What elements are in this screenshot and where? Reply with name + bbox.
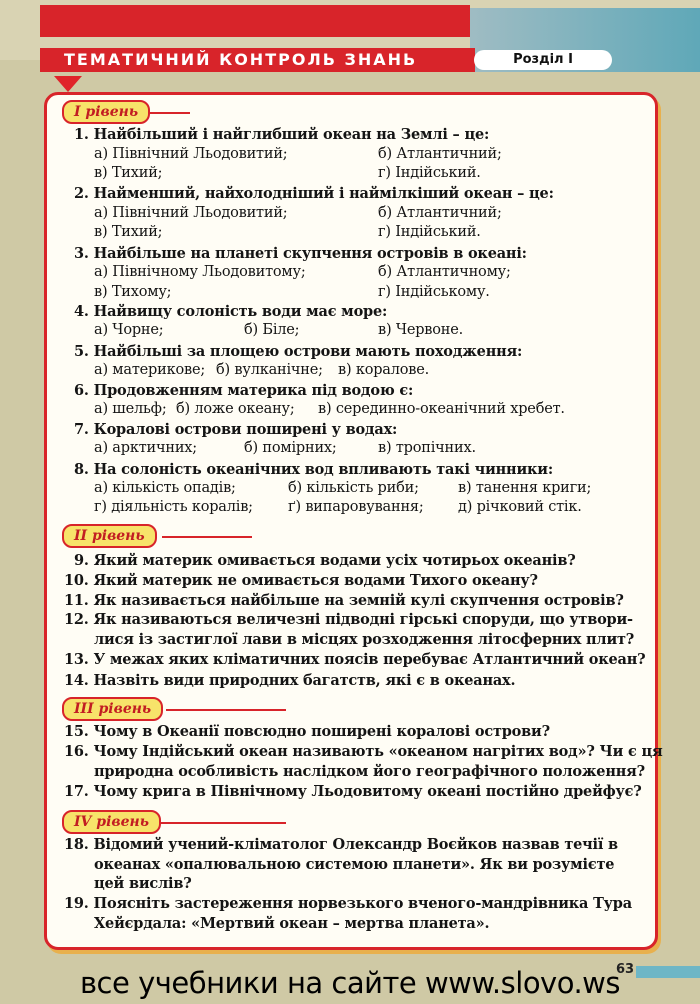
q7-option-b: б) помірних; xyxy=(244,440,337,456)
question-19-line-1: 19. Поясніть застереження норвезького вченого-мандрівника Тура xyxy=(64,895,632,912)
question-16-line-1: 16. Чому Індійський океан називають «океаном нагрітих вод»? Чи є ця xyxy=(64,743,663,760)
q4-option-b: б) Біле; xyxy=(244,322,300,338)
level-1-badge: I рівень xyxy=(62,100,150,124)
q5-option-c: в) коралове. xyxy=(338,362,430,378)
section-label: Розділ I xyxy=(474,50,612,70)
question-19-line-2: Хейєрдала: «Мертвий океан – мертва планета». xyxy=(94,915,490,932)
level-1-underline xyxy=(150,112,190,114)
q3-option-a: а) Північному Льодовитому; xyxy=(94,264,306,280)
question-18-line-1: 18. Відомий учений-кліматолог Олександр Воєйков назвав течії в xyxy=(64,836,618,853)
q8-option-d: г) діяльність коралів; xyxy=(94,499,253,515)
question-15: 15. Чому в Океанії повсюдно поширені коралові острови? xyxy=(64,723,550,740)
question-1: 1. Найбільший і найглибший океан на Землі – це: xyxy=(74,126,490,143)
q1-option-a: а) Північний Льодовитий; xyxy=(94,146,288,162)
question-2: 2. Найменший, найхолодніший і наймілкіший океан – це: xyxy=(74,185,554,202)
q8-option-c: в) танення криги; xyxy=(458,480,592,496)
level-3-badge: III рівень xyxy=(62,697,163,721)
q6-option-a: а) шельф; xyxy=(94,401,167,417)
question-17: 17. Чому крига в Північному Льодовитому океані постійно дрейфує? xyxy=(64,783,642,800)
header-decor-red xyxy=(40,5,470,37)
q8-option-f: д) річковий стік. xyxy=(458,499,582,515)
page-title: ТЕМАТИЧНИЙ КОНТРОЛЬ ЗНАНЬ xyxy=(40,48,475,72)
q8-option-e: ґ) випаровування; xyxy=(288,499,424,515)
level-4-badge: IV рівень xyxy=(62,810,161,834)
q7-option-c: в) тропічних. xyxy=(378,440,476,456)
q2-option-b: б) Атлантичний; xyxy=(378,205,502,221)
footer-banner: все учебники на сайте www.slovo.ws xyxy=(79,966,621,1000)
question-8: 8. На солоність океанічних вод впливають такі чинники: xyxy=(74,461,553,478)
q8-option-a: а) кількість опадів; xyxy=(94,480,236,496)
q5-option-b: б) вулканічне; xyxy=(216,362,323,378)
level-2-badge: II рівень xyxy=(62,524,157,548)
question-3: 3. Найбільше на планеті скупчення островів в океані: xyxy=(74,245,527,262)
question-12-line-2: лися із застиглої лави в місцях розходження літосферних плит? xyxy=(94,631,635,648)
q8-option-b: б) кількість риби; xyxy=(288,480,419,496)
level-2-underline xyxy=(162,536,252,538)
question-7: 7. Коралові острови поширені у водах: xyxy=(74,421,398,438)
question-5: 5. Найбільші за площею острови мають походження: xyxy=(74,343,523,360)
question-6: 6. Продовженням материка під водою є: xyxy=(74,382,414,399)
q3-option-b: б) Атлантичному; xyxy=(378,264,511,280)
question-4: 4. Найвищу солоність води має море: xyxy=(74,303,388,320)
q5-option-a: а) материкове; xyxy=(94,362,206,378)
q6-option-c: в) серединно-океанічний хребет. xyxy=(318,401,565,417)
question-14: 14. Назвіть види природних багатств, які є в океанах. xyxy=(64,672,516,689)
question-16-line-2: природна особливість наслідком його географічного положення? xyxy=(94,763,645,780)
q7-option-a: а) арктичних; xyxy=(94,440,197,456)
question-13: 13. У межах яких кліматичних поясів перебуває Атлантичний океан? xyxy=(64,651,646,668)
q1-option-c: в) Тихий; xyxy=(94,165,163,181)
q6-option-b: б) ложе океану; xyxy=(176,401,295,417)
q2-option-a: а) Північний Льодовитий; xyxy=(94,205,288,221)
arrow-down-icon xyxy=(54,76,82,92)
q2-option-c: в) Тихий; xyxy=(94,224,163,240)
level-4-underline xyxy=(160,822,286,824)
question-12-line-1: 12. Як називаються величезні підводні гірські споруди, що утвори- xyxy=(64,611,633,628)
q4-option-c: в) Червоне. xyxy=(378,322,464,338)
question-18-line-3: цей вислів? xyxy=(94,875,192,892)
q4-option-a: а) Чорне; xyxy=(94,322,164,338)
question-9: 9. Який материк омивається водами усіх чотирьох океанів? xyxy=(74,552,576,569)
q2-option-d: г) Індійський. xyxy=(378,224,481,240)
level-3-underline xyxy=(166,709,286,711)
question-11: 11. Як називається найбільше на земній кулі скупчення островів? xyxy=(64,592,624,609)
question-10: 10. Який материк не омивається водами Тихого океану? xyxy=(64,572,538,589)
q1-option-b: б) Атлантичний; xyxy=(378,146,502,162)
q1-option-d: г) Індійський. xyxy=(378,165,481,181)
question-18-line-2: океанах «опалювальною системою планети». Як ви розумієте xyxy=(94,856,615,873)
page-number: 63 xyxy=(616,962,635,977)
q3-option-d: г) Індійському. xyxy=(378,284,490,300)
q3-option-c: в) Тихому; xyxy=(94,284,172,300)
